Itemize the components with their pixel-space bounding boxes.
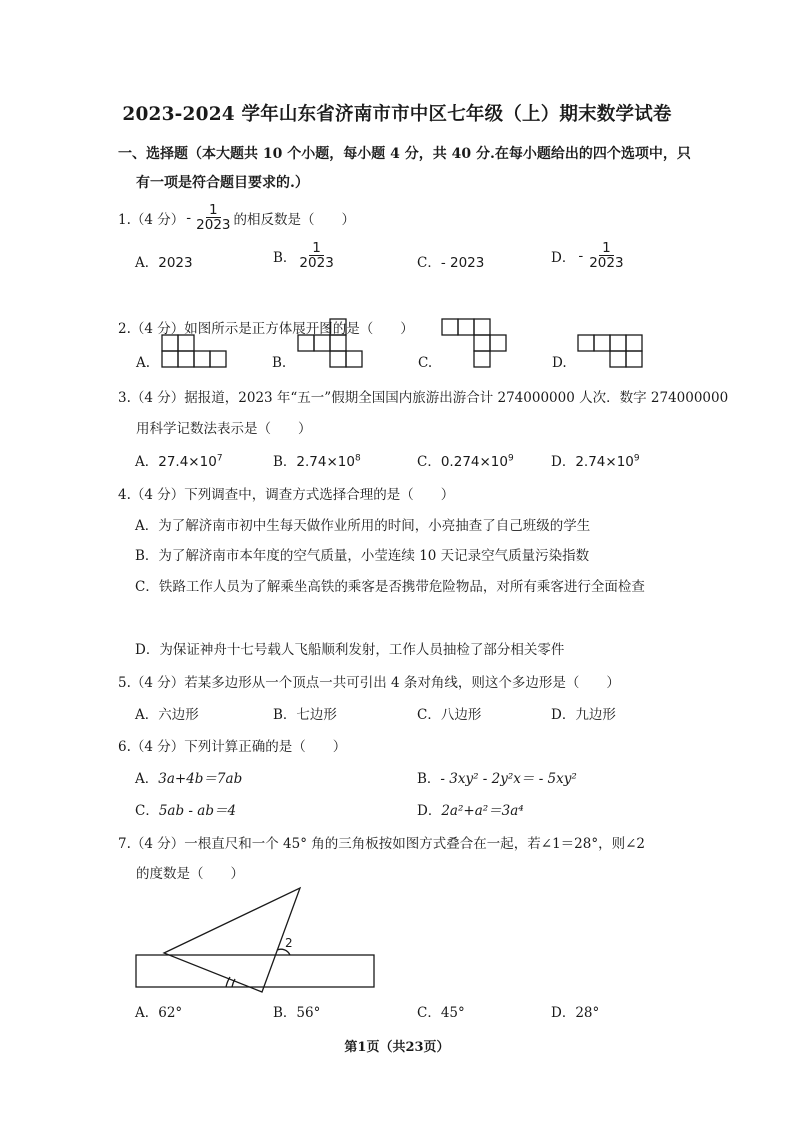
question-4: 4.（4 分）下列调查中，调查方式选择合理的是（ ） (118, 487, 455, 503)
q3-option-b-label: B． (273, 454, 297, 470)
triangle (164, 888, 300, 992)
q1-option-d-label: D． (551, 249, 576, 266)
q3-option-c-base: 0.274×10 (440, 454, 508, 470)
q7-option-c: C．45° (417, 1005, 465, 1021)
q4-option-b: B．为了解济南市本年度的空气质量，小莹连续 10 天记录空气质量污染指数 (135, 548, 590, 564)
section-header-line1: 一、选择题（本大题共 10 个小题，每小题 4 分，共 40 分.在每小题给出的四个选项中，只 (118, 146, 691, 162)
page-footer: 第1页（共23页） (344, 1040, 450, 1055)
q1-option-b-den: 2023 (299, 255, 334, 272)
q7-option-d: D．28° (551, 1005, 600, 1021)
q6-option-c-text: 5ab - ab＝4 (158, 803, 237, 819)
q4-option-c: C．铁路工作人员为了解乘坐高铁的乘客是否携带危险物品，对所有乘客进行全面检查 (135, 579, 645, 595)
q6-option-c-label: C． (135, 803, 159, 819)
q2-option-c-label: C. (418, 355, 433, 371)
q6-option-b-text: - 3xy² - 2y²x＝ - 5xy² (440, 771, 577, 787)
q3-option-d-label: D． (551, 454, 576, 470)
q4-option-d: D．为保证神舟十七号载人飞船顺利发射，工作人员抽检了部分相关零件 (135, 642, 565, 658)
q1-option-d-neg: - (578, 247, 584, 264)
q1-option-a-text: 2023 (158, 255, 193, 271)
q3-option-c-label: C． (417, 454, 441, 470)
question-5: 5.（4 分）若某多边形从一个顶点一共可引出 4 条对角线，则这个多边形是（ ） (118, 675, 620, 691)
angle-2-arc (277, 949, 290, 955)
q6-option-a-text: 3a+4b＝7ab (158, 771, 243, 787)
q2-option-b-label: B. (272, 355, 287, 371)
page-title: 2023-2024 学年山东省济南市市中区七年级（上）期末数学试卷 (122, 104, 672, 125)
q3-option-b-exp: 8 (354, 453, 361, 464)
q2-option-a-label: A. (136, 355, 151, 371)
q1-fraction-den: 2023 (196, 217, 231, 234)
angle-2-label: 2 (285, 936, 293, 950)
q2-option-d-label: D. (552, 355, 567, 371)
question-7-line2: 的度数是（ ） (136, 866, 244, 882)
q7-option-a: A．62° (135, 1005, 183, 1021)
question-7-line1: 7.（4 分）一根直尺和一个 45° 角的三角板按如图方式叠合在一起，若∠1＝28°，则∠2 (118, 836, 646, 852)
q7-option-b: B．56° (273, 1005, 321, 1021)
q6-option-d-label: D． (417, 803, 442, 819)
q5-option-a: A．六边形 (135, 707, 199, 723)
ruler (136, 955, 374, 987)
question-2: 2.（4 分）如图所示是正方体展开图的是（ ） (118, 321, 414, 337)
q3-option-c-exp: 9 (507, 453, 514, 464)
q6-option-d-text: 2a²+a²＝3a⁴ (441, 803, 524, 819)
q1-option-d-den: 2023 (589, 255, 624, 272)
q1-option-a-label: A． (135, 255, 159, 271)
question-6: 6.（4 分）下列计算正确的是（ ） (118, 739, 347, 755)
q1-option-d-num: 1 (599, 241, 614, 256)
question-3-line1: 3.（4 分）据报道，2023 年“五一”假期全国国内旅游出游合计 274000000 人次．数字 274000000 (118, 390, 729, 406)
q1-suffix: 的相反数是（ ） (233, 211, 355, 228)
q1-option-b-num: 1 (309, 241, 324, 256)
q3-option-a-exp: 7 (216, 453, 223, 464)
q3-option-d-base: 2.74×10 (575, 454, 634, 470)
q3-option-d-exp: 9 (633, 453, 640, 464)
q3-option-a-label: A． (135, 454, 159, 470)
q4-option-a: A．为了解济南市初中生每天做作业所用的时间，小亮抽查了自己班级的学生 (135, 518, 591, 534)
q6-option-a-label: A． (135, 771, 159, 787)
q1-prefix: 1.（4 分） (118, 211, 185, 228)
q3-option-a-base: 27.4×10 (158, 454, 217, 470)
question-3-line2: 用科学记数法表示是（ ） (136, 421, 312, 437)
q1-option-b-label: B． (273, 249, 297, 266)
q1-option-c-label: C． (417, 255, 441, 271)
q6-option-b-label: B． (417, 771, 441, 787)
q1-option-c-text: - 2023 (440, 255, 485, 271)
q1-neg: - (186, 209, 192, 226)
q3-option-b-base: 2.74×10 (296, 454, 355, 470)
q5-option-c: C．八边形 (417, 707, 482, 723)
q5-option-d: D．九边形 (551, 707, 616, 723)
q1-fraction-num: 1 (206, 203, 221, 218)
section-header-line2: 有一项是符合题目要求的.） (136, 175, 309, 191)
q5-option-b: B．七边形 (273, 707, 337, 723)
